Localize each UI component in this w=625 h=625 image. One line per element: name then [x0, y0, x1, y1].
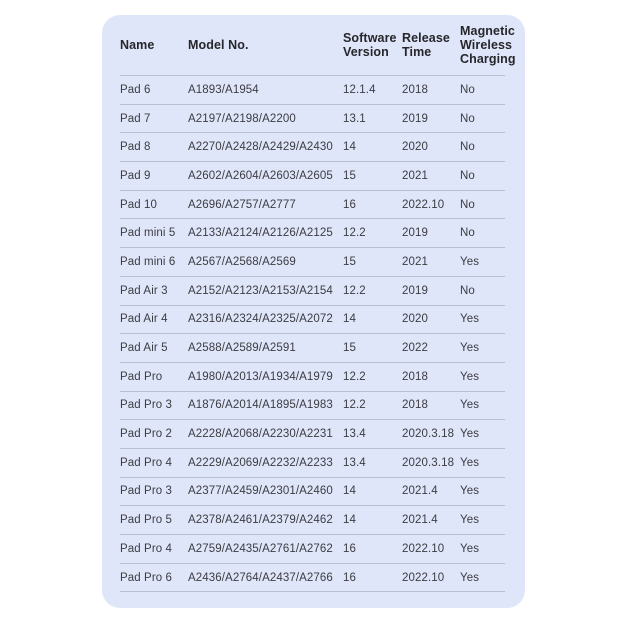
cell-model-no: A1980/A2013/A1934/A1979	[188, 362, 343, 391]
header-name: Name	[120, 15, 188, 76]
cell-software-version: 15	[343, 162, 402, 191]
cell-magnetic-wireless-charging: No	[460, 276, 505, 305]
cell-model-no: A1893/A1954	[188, 76, 343, 105]
cell-model-no: A2228/A2068/A2230/A2231	[188, 420, 343, 449]
cell-release-time: 2018	[402, 76, 460, 105]
cell-magnetic-wireless-charging: Yes	[460, 362, 505, 391]
cell-model-no: A1876/A2014/A1895/A1983	[188, 391, 343, 420]
cell-software-version: 14	[343, 133, 402, 162]
cell-name: Pad Pro 4	[120, 535, 188, 564]
cell-magnetic-wireless-charging: Yes	[460, 506, 505, 535]
cell-release-time: 2021.4	[402, 506, 460, 535]
table-row	[120, 420, 505, 449]
cell-name: Pad 6	[120, 76, 188, 105]
cell-software-version: 14	[343, 305, 402, 334]
cell-release-time: 2018	[402, 391, 460, 420]
cell-magnetic-wireless-charging: No	[460, 190, 505, 219]
table-row	[120, 334, 505, 363]
cell-release-time: 2022.10	[402, 535, 460, 564]
cell-software-version: 16	[343, 535, 402, 564]
cell-release-time: 2020.3.18	[402, 420, 460, 449]
table-row	[120, 190, 505, 219]
cell-release-time: 2021	[402, 248, 460, 277]
cell-software-version: 13.4	[343, 420, 402, 449]
table-row	[120, 506, 505, 535]
cell-model-no: A2759/A2435/A2761/A2762	[188, 535, 343, 564]
table-body	[120, 76, 505, 592]
cell-model-no: A2133/A2124/A2126/A2125	[188, 219, 343, 248]
header-release-time: Release Time	[402, 15, 460, 76]
cell-model-no: A2229/A2069/A2232/A2233	[188, 448, 343, 477]
cell-release-time: 2019	[402, 219, 460, 248]
cell-software-version: 13.1	[343, 104, 402, 133]
cell-software-version: 12.1.4	[343, 76, 402, 105]
cell-release-time: 2019	[402, 276, 460, 305]
cell-name: Pad Air 4	[120, 305, 188, 334]
cell-release-time: 2022.10	[402, 563, 460, 592]
cell-name: Pad 10	[120, 190, 188, 219]
table-row	[120, 162, 505, 191]
cell-magnetic-wireless-charging: No	[460, 219, 505, 248]
cell-name: Pad 8	[120, 133, 188, 162]
table-row	[120, 391, 505, 420]
table-row	[120, 305, 505, 334]
cell-name: Pad Pro 5	[120, 506, 188, 535]
table-row	[120, 276, 505, 305]
cell-model-no: A2378/A2461/A2379/A2462	[188, 506, 343, 535]
cell-model-no: A2377/A2459/A2301/A2460	[188, 477, 343, 506]
cell-magnetic-wireless-charging: No	[460, 104, 505, 133]
cell-model-no: A2152/A2123/A2153/A2154	[188, 276, 343, 305]
cell-release-time: 2020	[402, 305, 460, 334]
cell-model-no: A2197/A2198/A2200	[188, 104, 343, 133]
cell-software-version: 16	[343, 563, 402, 592]
cell-name: Pad Pro 2	[120, 420, 188, 449]
cell-model-no: A2602/A2604/A2603/A2605	[188, 162, 343, 191]
cell-model-no: A2567/A2568/A2569	[188, 248, 343, 277]
cell-magnetic-wireless-charging: No	[460, 76, 505, 105]
cell-model-no: A2316/A2324/A2325/A2072	[188, 305, 343, 334]
cell-magnetic-wireless-charging: Yes	[460, 391, 505, 420]
cell-software-version: 15	[343, 248, 402, 277]
cell-magnetic-wireless-charging: No	[460, 133, 505, 162]
cell-name: Pad Air 3	[120, 276, 188, 305]
header-magnetic-wireless-charging: Magnetic Wireless Charging	[460, 15, 505, 76]
cell-release-time: 2018	[402, 362, 460, 391]
table-row	[120, 448, 505, 477]
ipad-spec-table	[120, 15, 516, 592]
cell-software-version: 12.2	[343, 391, 402, 420]
cell-software-version: 14	[343, 506, 402, 535]
cell-software-version: 15	[343, 334, 402, 363]
table-row	[120, 219, 505, 248]
cell-magnetic-wireless-charging: No	[460, 162, 505, 191]
header-row	[120, 15, 505, 76]
table-row	[120, 563, 505, 592]
table-row	[120, 104, 505, 133]
cell-software-version: 12.2	[343, 362, 402, 391]
cell-software-version: 12.2	[343, 276, 402, 305]
cell-name: Pad 7	[120, 104, 188, 133]
cell-name: Pad Pro	[120, 362, 188, 391]
cell-release-time: 2021.4	[402, 477, 460, 506]
cell-release-time: 2020	[402, 133, 460, 162]
table-row	[120, 362, 505, 391]
cell-name: Pad 9	[120, 162, 188, 191]
cell-name: Pad Pro 3	[120, 477, 188, 506]
cell-model-no: A2436/A2764/A2437/A2766	[188, 563, 343, 592]
cell-magnetic-wireless-charging: Yes	[460, 420, 505, 449]
cell-model-no: A2270/A2428/A2429/A2430	[188, 133, 343, 162]
cell-name: Pad mini 5	[120, 219, 188, 248]
cell-magnetic-wireless-charging: Yes	[460, 334, 505, 363]
cell-release-time: 2022	[402, 334, 460, 363]
header-software-version: Software Version	[343, 15, 402, 76]
cell-software-version: 12.2	[343, 219, 402, 248]
cell-magnetic-wireless-charging: Yes	[460, 305, 505, 334]
table-row	[120, 477, 505, 506]
cell-name: Pad Pro 6	[120, 563, 188, 592]
table-row	[120, 535, 505, 564]
cell-magnetic-wireless-charging: Yes	[460, 477, 505, 506]
cell-magnetic-wireless-charging: Yes	[460, 448, 505, 477]
cell-release-time: 2019	[402, 104, 460, 133]
cell-name: Pad Air 5	[120, 334, 188, 363]
cell-magnetic-wireless-charging: Yes	[460, 563, 505, 592]
cell-model-no: A2696/A2757/A2777	[188, 190, 343, 219]
cell-name: Pad Pro 3	[120, 391, 188, 420]
cell-software-version: 16	[343, 190, 402, 219]
cell-software-version: 13.4	[343, 448, 402, 477]
table-row	[120, 76, 505, 105]
spec-table-card	[102, 15, 525, 608]
cell-model-no: A2588/A2589/A2591	[188, 334, 343, 363]
cell-magnetic-wireless-charging: Yes	[460, 535, 505, 564]
table-row	[120, 133, 505, 162]
cell-release-time: 2021	[402, 162, 460, 191]
cell-magnetic-wireless-charging: Yes	[460, 248, 505, 277]
cell-release-time: 2020.3.18	[402, 448, 460, 477]
table-header	[120, 15, 516, 76]
cell-software-version: 14	[343, 477, 402, 506]
cell-name: Pad Pro 4	[120, 448, 188, 477]
table-row	[120, 248, 505, 277]
header-model-no: Model No.	[188, 15, 343, 76]
cell-name: Pad mini 6	[120, 248, 188, 277]
cell-release-time: 2022.10	[402, 190, 460, 219]
